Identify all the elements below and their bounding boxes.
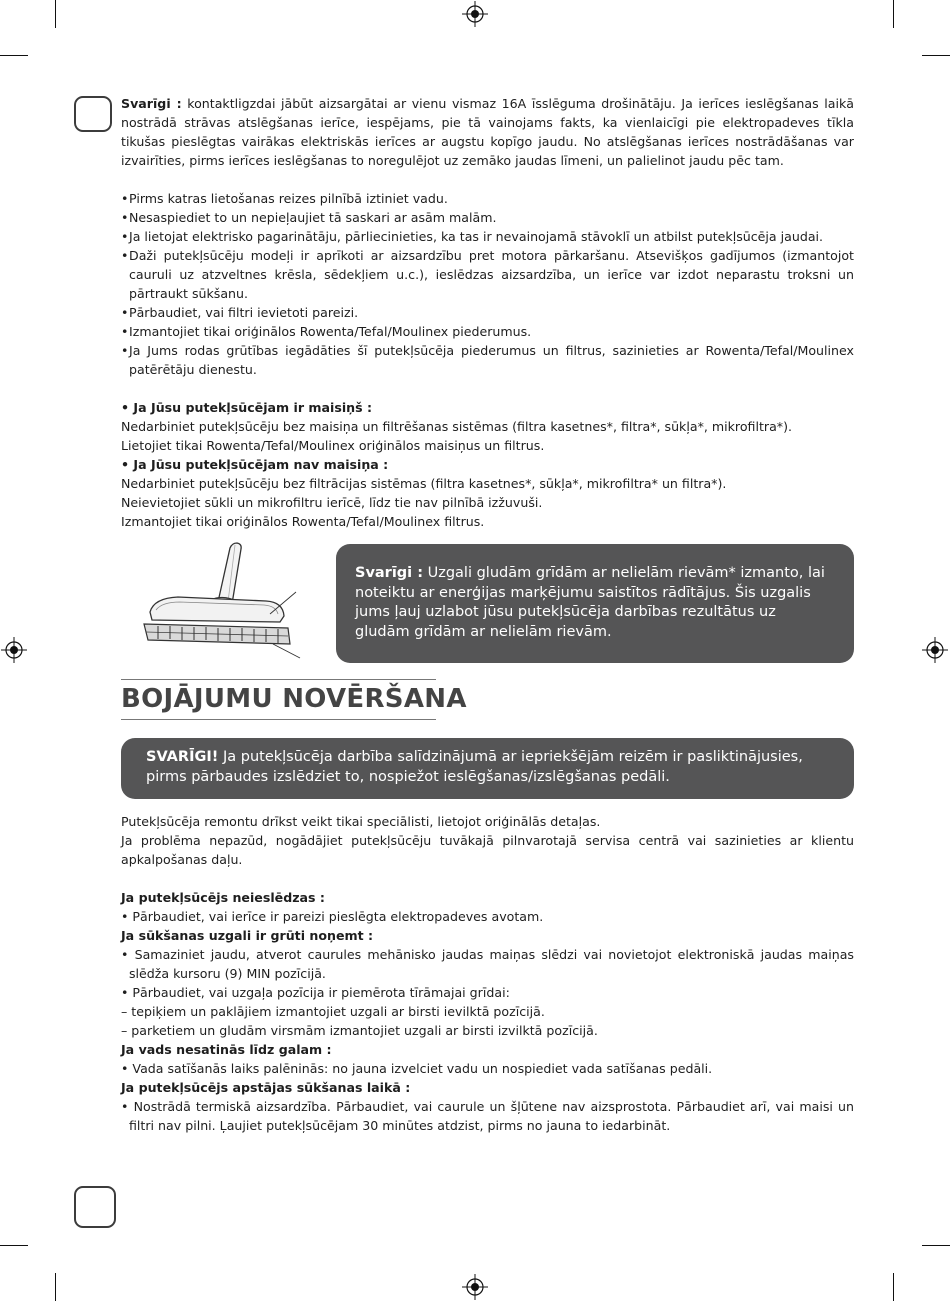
crop-mark (893, 1273, 894, 1301)
bullet-item: • Pirms katras lietošanas reizes pilnībā iztiniet vadu. (121, 191, 448, 206)
text-line: Izmantojiet tikai oriģinālos Rowenta/Tefal/Moulinex filtrus. (121, 514, 485, 529)
upper-text-block (121, 94, 854, 531)
bullet-item: • Nesaspiediet to un nepieļaujiet tā saskari ar asām malām. (121, 210, 497, 225)
trouble-heading: Ja sūkšanas uzgali ir grūti noņemt : (121, 928, 374, 943)
text-line: Lietojiet tikai Rowenta/Tefal/Moulinex oriģinālos maisiņus un filtrus. (121, 438, 545, 453)
trouble-heading: Ja vads nesatinās līdz galam : (121, 1042, 332, 1057)
bullet-item: • Pārbaudiet, vai filtri ievietoti pareizi. (121, 305, 359, 320)
text-line: • Nostrādā termiskā aizsardzība. Pārbaudiet, vai caurule un šļūtene nav aizsprostota. Pārbaudiet arī, vai maisi un filtri nav pilni. Ļaujiet putekļsūcējam 30 minūtes atdzist, pirms no jauna to iedarbināt. (121, 1099, 854, 1133)
text-line: Nedarbiniet putekļsūcēju bez filtrācijas sistēmas (filtra kasetnes*, sūkļa*, mikrofiltra* un filtra*). (121, 476, 727, 491)
text-line: Ja problēma nepazūd, nogādājiet putekļsūcēju tuvākajā pilnvarotajā servisa centrā vai sazinieties ar klientu apkalpošanas daļu. (121, 833, 854, 867)
nozzle-info-text: Svarīgi : Uzgali gludām grīdām ar nelielām rievām* izmanto, lai noteiktu ar enerģijas marķējumu saistītos rādītājus. Šis uzgalis jums ļauj uzlabot jūsu putekļsūcēja darbības rezultātus uz gludām grīdām ar nelielām rievām. (355, 565, 825, 640)
text-line: Nedarbiniet putekļsūcēju bez maisiņa un filtrēšanas sistēmas (filtra kasetnes*, filtra*, sūkļa*, mikrofiltra*). (121, 419, 793, 434)
page-number-box (74, 1186, 116, 1228)
registration-mark-icon (462, 1, 488, 27)
section-title: BOJĀJUMU NOVĒRŠANA (121, 684, 467, 714)
registration-mark-icon (462, 1274, 488, 1300)
lower-text-block (121, 812, 854, 1135)
trouble-heading: Ja putekļsūcējs apstājas sūkšanas laikā : (121, 1080, 411, 1095)
crop-mark (0, 1245, 28, 1246)
with-bag-heading: • Ja Jūsu putekļsūcējam ir maisiņš : (121, 400, 373, 415)
page-number-box (74, 96, 112, 132)
heading-rule-bottom (121, 719, 436, 720)
bullet-item: • Daži putekļsūcēju modeļi ir aprīkoti ar aizsardzību pret motora pārkaršanu. Atsevišķos gadījumos (izmantojot cauruli uz atzveltnes krēsla, sēdekļiem u.c.), ieslēdzas aizsardzība, un ierīce var izdot neparastu troksni un pārtraukt sūkšanu. (121, 248, 854, 301)
crop-mark (55, 1273, 56, 1301)
text-line: • Pārbaudiet, vai uzgaļa pozīcija ir piemērota tīrāmajai grīdai: (121, 985, 510, 1000)
nozzle-info-box (336, 544, 854, 663)
bullet-item: • Ja lietojat elektrisko pagarinātāju, pārliecinieties, ka tas ir nevainojamā stāvoklī un atbilst putekļsūcēja jaudai. (121, 229, 824, 244)
warning-box (121, 738, 854, 799)
bullet-item: • Ja Jums rodas grūtības iegādāties šī putekļsūcēja piederumus un filtrus, sazinieties ar Rowenta/Tefal/Moulinex patērētāju dienestu. (121, 343, 854, 377)
registration-mark-icon (1, 637, 27, 663)
text-line: Putekļsūcēja remontu drīkst veikt tikai speciālisti, lietojot oriģinālās detaļas. (121, 814, 601, 829)
text-line: – parketiem un gludām virsmām izmantojiet uzgali ar birsti izvilktā pozīcijā. (121, 1023, 598, 1038)
crop-mark (893, 0, 894, 28)
heading-rule-top (121, 679, 436, 680)
no-bag-heading: • Ja Jūsu putekļsūcējam nav maisiņa : (121, 457, 389, 472)
text-line: • Vada satīšanās laiks palēninās: no jauna izvelciet vadu un nospiediet vada satīšanas pedāli. (121, 1061, 713, 1076)
floor-nozzle-illustration (138, 540, 308, 662)
bullet-item: • Izmantojiet tikai oriģinālos Rowenta/Tefal/Moulinex piederumus. (121, 324, 532, 339)
text-line: • Pārbaudiet, vai ierīce ir pareizi pieslēgta elektropadeves avotam. (121, 909, 544, 924)
text-line: – tepiķiem un paklājiem izmantojiet uzgali ar birsti ievilktā pozīcijā. (121, 1004, 545, 1019)
warning-text: SVARĪGI! Ja putekļsūcēja darbība salīdzinājumā ar iepriekšējām reizēm ir pasliktinājusies, pirms pārbaudes izslēdziet to, nospiežot ieslēgšanas/izslēgšanas pedāli. (146, 749, 803, 785)
crop-mark (55, 0, 56, 28)
text-line: Neievietojiet sūkli un mikrofiltru ierīcē, līdz tie nav pilnībā izžuvuši. (121, 495, 543, 510)
crop-mark (922, 55, 950, 56)
text-line: • Samaziniet jaudu, atverot caurules mehānisko jaudas maiņas slēdzi vai novietojot elektroniskā jaudas maiņas slēdža kursoru (9) MIN pozīcijā. (121, 947, 854, 981)
registration-mark-icon (922, 637, 948, 663)
crop-mark (0, 55, 28, 56)
crop-mark (922, 1245, 950, 1246)
important-paragraph: Svarīgi : kontaktligzdai jābūt aizsargātai ar vienu vismaz 16A īsslēguma drošinātāju. Ja ierīces ieslēgšanas laikā nostrādā strāvas atslēgšanas ierīce, iespējams, pie tā vainojams fakts, ka vienlaicīgi pie elektropadeves tīkla tikušas pieslēgtas vairākas elektriskās ierīces ar augstu kopīgo jaudu. No atslēgšanas ierīces nostrādāšanas var izvairīties, pirms ierīces ieslēgšanas to noregulējot uz zemāko jaudas līmeni, un palielinot jaudu pēc tam. (121, 96, 854, 168)
trouble-heading: Ja putekļsūcējs neieslēdzas : (121, 890, 325, 905)
